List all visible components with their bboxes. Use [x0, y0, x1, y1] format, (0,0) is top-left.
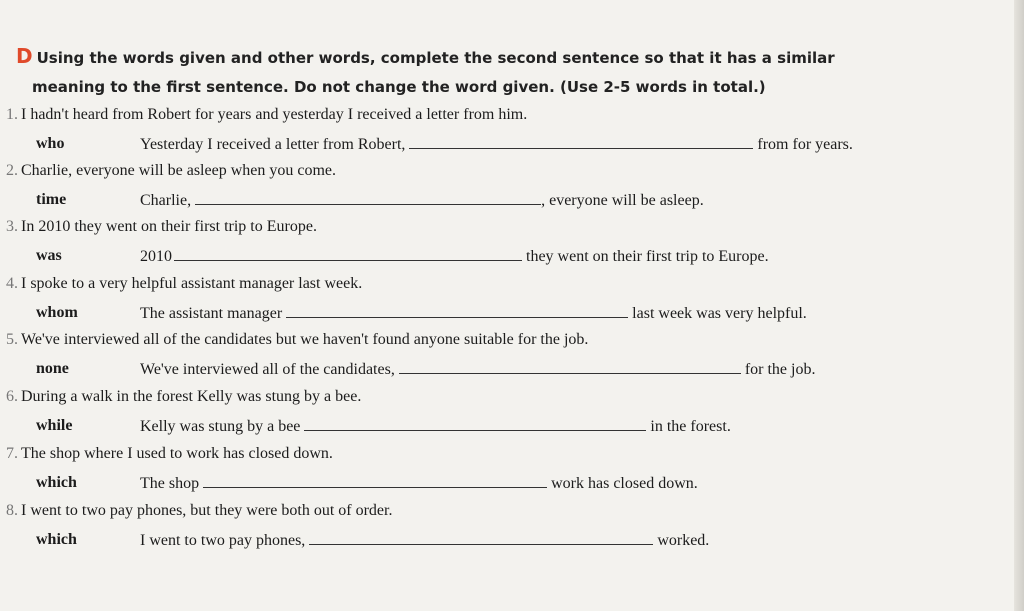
- key-word: time: [36, 191, 67, 208]
- question-number: 8.: [6, 502, 18, 519]
- answer-blank[interactable]: [195, 191, 541, 205]
- question-3: [6, 218, 317, 236]
- answer-blank[interactable]: [304, 417, 646, 431]
- question-number: 6.: [6, 388, 18, 405]
- answer-blank[interactable]: [203, 474, 547, 488]
- question-1: [6, 106, 527, 124]
- answer-after: last week was very helpful.: [632, 305, 807, 322]
- answer-blank[interactable]: [409, 135, 753, 149]
- answer-before: Charlie,: [140, 192, 192, 209]
- question-number: 4.: [6, 275, 18, 292]
- key-word: none: [36, 360, 69, 377]
- question-sentence: During a walk in the forest Kelly was stung by a bee.: [21, 388, 362, 405]
- question-4: [6, 275, 362, 293]
- answer-blank[interactable]: [309, 531, 653, 545]
- exercise-letter: D: [16, 44, 33, 68]
- exercise-heading: [16, 42, 916, 102]
- question-7: [6, 445, 333, 463]
- answer-after: for the job.: [744, 361, 816, 378]
- answer-before: 2010: [140, 248, 172, 265]
- answer-blank[interactable]: [174, 247, 522, 261]
- answer-before: Kelly was stung by a bee: [140, 418, 301, 435]
- answer-after: work has closed down.: [551, 475, 698, 492]
- heading-line-2: meaning to the first sentence. Do not change the word given. (Use 2-5 words in total.): [32, 78, 766, 96]
- question-sentence: In 2010 they went on their first trip to Europe.: [21, 218, 317, 235]
- question-8: [6, 502, 392, 520]
- question-number: 7.: [6, 445, 18, 462]
- answer-after: from for years.: [757, 136, 853, 153]
- key-word: whom: [36, 304, 78, 321]
- question-number: 2.: [6, 162, 18, 179]
- answer-before: We've interviewed all of the candidates,: [140, 361, 395, 378]
- question-sentence: We've interviewed all of the candidates but we haven't found anyone suitable for the job.: [21, 331, 589, 348]
- question-sentence: I went to two pay phones, but they were both out of order.: [21, 502, 393, 519]
- question-sentence: I hadn't heard from Robert for years and yesterday I received a letter from him.: [21, 106, 528, 123]
- question-6: [6, 388, 361, 406]
- answer-before: The assistant manager: [140, 305, 283, 322]
- question-sentence: The shop where I used to work has closed down.: [21, 445, 333, 462]
- key-word: while: [36, 417, 73, 434]
- key-word: which: [36, 474, 77, 491]
- answer-after: in the forest.: [650, 418, 731, 435]
- answer-blank[interactable]: [286, 304, 628, 318]
- answer-after: they went on their first trip to Europe.: [526, 248, 769, 265]
- key-word: was: [36, 247, 62, 264]
- answer-before: I went to two pay phones,: [140, 532, 306, 549]
- answer-before: The shop: [140, 475, 200, 492]
- question-sentence: I spoke to a very helpful assistant manager last week.: [21, 275, 363, 292]
- question-2: [6, 162, 336, 180]
- question-5: [6, 331, 588, 349]
- key-word: which: [36, 531, 77, 548]
- question-number: 5.: [6, 331, 18, 348]
- answer-blank[interactable]: [399, 360, 741, 374]
- page-edge: [1014, 0, 1024, 611]
- answer-after: worked.: [657, 532, 710, 549]
- key-word: who: [36, 135, 65, 152]
- answer-before: Yesterday I received a letter from Robert,: [140, 136, 406, 153]
- heading-line-1: Using the words given and other words, complete the second sentence so that it has a similar: [36, 49, 835, 67]
- answer-after: , everyone will be asleep.: [541, 192, 704, 209]
- question-sentence: Charlie, everyone will be asleep when you come.: [21, 162, 336, 179]
- question-number: 3.: [6, 218, 18, 235]
- question-number: 1.: [6, 106, 18, 123]
